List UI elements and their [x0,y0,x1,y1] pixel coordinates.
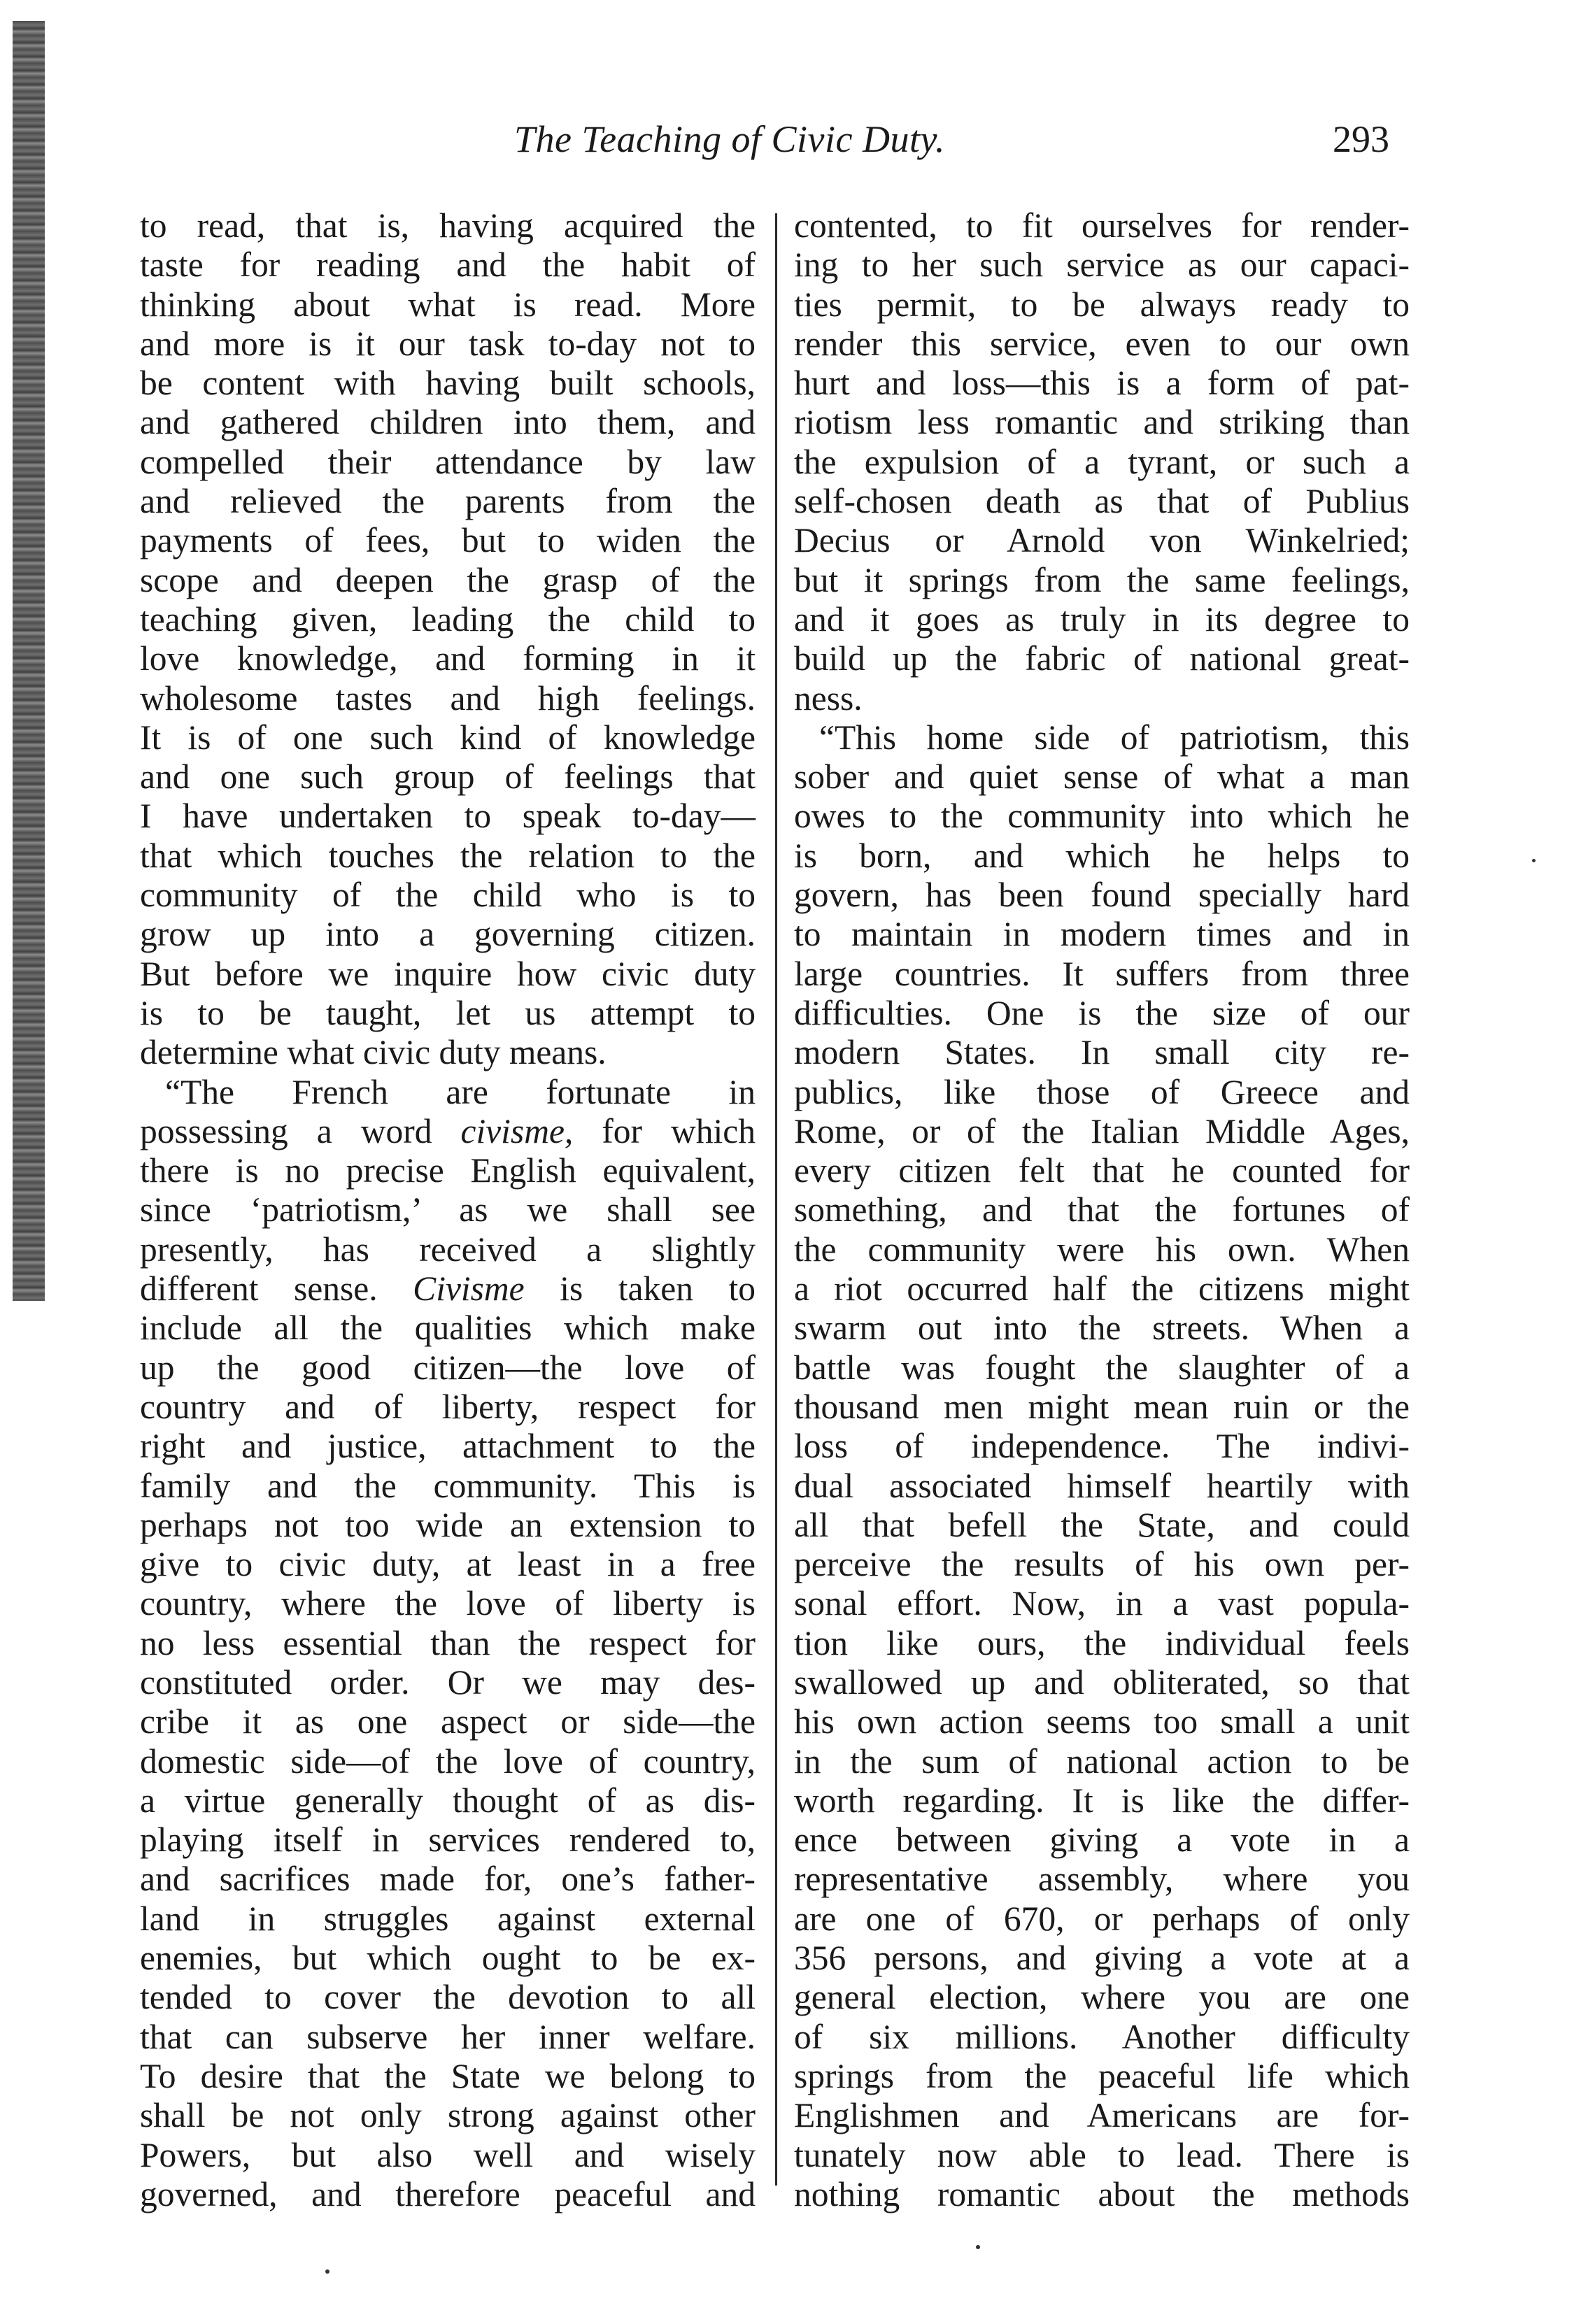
italic-term: civisme, [460,1111,574,1150]
page-number: 293 [1333,118,1389,160]
text-line: is born, and which he helps to [794,836,1410,875]
text-run: for which [573,1111,756,1150]
text-line: “The French are fortunate in [165,1072,756,1111]
text-line: enemies, but which ought to be ex- [140,1939,756,1978]
text-line: right and justice, attachment to the [140,1427,756,1466]
text-line: the community were his own. When [794,1229,1410,1269]
text-line: To desire that the State we belong to [140,2056,756,2095]
text-line: but it springs from the same feelings, [794,560,1410,599]
text-line: self-chosen death as that of Publius [794,482,1410,521]
text-line: love knowledge, and forming in it [140,639,756,678]
text-line: render this service, even to our own [794,324,1410,363]
text-line: family and the community. This is [140,1466,756,1505]
text-line: determine what civic duty means. [140,1033,607,1072]
text-line: playing itself in services rendered to, [140,1820,756,1860]
text-line: scope and deepen the grasp of the [140,560,756,599]
text-line: Decius or Arnold von Winkelried; [794,521,1410,560]
right-text-column [794,206,1410,2214]
text-line: in the sum of national action to be [794,1741,1410,1781]
scanned-binding-edge [13,21,45,1301]
text-line: sonal effort. Now, in a vast popula- [794,1584,1410,1623]
text-line: riotism less romantic and striking than [794,403,1410,442]
text-line: tended to cover the devotion to all [140,1978,756,2017]
text-line: and sacrifices made for, one’s father- [140,1860,756,1899]
text-line: 356 persons, and giving a vote at a [794,1939,1410,1978]
text-line: Powers, but also well and wisely [140,2135,756,2174]
running-head [0,117,1595,173]
text-line: perceive the results of his own per- [794,1545,1410,1584]
text-line: domestic side—of the love of country, [140,1741,756,1781]
text-line: thinking about what is read. More [140,285,756,324]
text-line: taste for reading and the habit of [140,245,756,285]
text-line: ness. [794,678,863,718]
text-line: up the good citizen—the love of [140,1348,756,1387]
text-line: ties permit, to be always ready to [794,285,1410,324]
text-line: battle was fought the slaughter of a [794,1348,1410,1387]
text-line: shall be not only strong against other [140,2096,756,2135]
text-line: include all the qualities which make [140,1309,756,1348]
text-line: govern, has been found specially hard [794,876,1410,915]
text-line: ing to her such service as our capaci- [794,245,1410,285]
text-line: of six millions. Another difficulty [794,2017,1410,2056]
text-line: I have undertaken to speak to-day— [140,797,756,836]
text-line: and gathered children into them, and [140,403,756,442]
text-line: that which touches the relation to the [140,836,756,875]
text-line: grow up into a governing citizen. [140,915,756,954]
text-line: are one of 670, or perhaps of only [794,1899,1410,1938]
text-line: swarm out into the streets. When a [794,1309,1410,1348]
text-line: build up the fabric of national great- [794,639,1410,678]
text-line: a virtue generally thought of as dis- [140,1781,756,1820]
print-speck [1532,859,1536,862]
text-line: land in struggles against external [140,1899,756,1938]
text-line: community of the child who is to [140,876,756,915]
text-line: the expulsion of a tyrant, or such a [794,442,1410,481]
text-line: a riot occurred half the citizens might [794,1269,1410,1309]
text-line: country and of liberty, respect for [140,1387,756,1426]
text-line: springs from the peaceful life which [794,2056,1410,2095]
text-line: “This home side of patriotism, this [819,718,1410,757]
text-line: large countries. It suffers from three [794,954,1410,993]
text-line: to maintain in modern times and in [794,915,1410,954]
text-line: swallowed up and obliterated, so that [794,1662,1410,1702]
text-run: possessing a word [140,1111,461,1150]
running-title: The Teaching of Civic Duty. [514,118,945,160]
text-line: contented, to fit ourselves for render- [794,206,1410,245]
text-line: is to be taught, let us attempt to [140,993,756,1032]
column-divider [775,213,777,2186]
text-line: every citizen felt that he counted for [794,1151,1410,1190]
text-line: ence between giving a vote in a [794,1820,1410,1860]
text-line: since ‘patriotism,’ as we shall see [140,1190,756,1229]
text-line: country, where the love of liberty is [140,1584,756,1623]
text-line: presently, has received a slightly [140,1229,756,1269]
text-line: constituted order. Or we may des- [140,1662,756,1702]
text-line [140,1112,756,1151]
text-line: to read, that is, having acquired the [140,206,756,245]
text-line: compelled their attendance by law [140,442,756,481]
text-line: publics, like those of Greece and [794,1072,1410,1111]
text-line: Englishmen and Americans are for- [794,2096,1410,2135]
text-line: It is of one such kind of knowledge [140,718,756,757]
text-line: and it goes as truly in its degree to [794,599,1410,639]
text-line: something, and that the fortunes of [794,1190,1410,1229]
text-line: governed, and therefore peaceful and [140,2174,756,2213]
text-line: give to civic duty, at least in a free [140,1545,756,1584]
text-line: representative assembly, where you [794,1860,1410,1899]
text-line: perhaps not too wide an extension to [140,1505,756,1544]
text-line: sober and quiet sense of what a man [794,757,1410,797]
text-line: payments of fees, but to widen the [140,521,756,560]
text-line: dual associated himself heartily with [794,1466,1410,1505]
text-line: there is no precise English equivalent, [140,1151,756,1190]
text-line: and one such group of feelings that [140,757,756,797]
text-line: his own action seems too small a unit [794,1702,1410,1741]
text-line: worth regarding. It is like the differ- [794,1781,1410,1820]
text-line: owes to the community into which he [794,797,1410,836]
left-text-column [140,206,756,2214]
text-run: different sense. [140,1269,413,1309]
text-line: modern States. In small city re- [794,1033,1410,1072]
print-speck [976,2245,980,2249]
text-line: tunately now able to lead. There is [794,2135,1410,2174]
text-line [140,1269,756,1309]
text-line: thousand men might mean ruin or the [794,1387,1410,1426]
text-line: general election, where you are one [794,1978,1410,2017]
text-line: cribe it as one aspect or side—the [140,1702,756,1741]
text-line: be content with having built schools, [140,364,756,403]
text-line: and more is it our task to-day not to [140,324,756,363]
text-line: wholesome tastes and high feelings. [140,678,756,718]
italic-term: Civisme [413,1269,525,1309]
text-line: and relieved the parents from the [140,482,756,521]
print-speck [325,2269,329,2274]
text-run: is taken to [524,1269,756,1309]
text-line: that can subserve her inner welfare. [140,2017,756,2056]
text-line: loss of independence. The indivi- [794,1427,1410,1466]
text-line: hurt and loss—this is a form of pat- [794,364,1410,403]
text-line: difficulties. One is the size of our [794,993,1410,1032]
text-line: tion like ours, the individual feels [794,1623,1410,1662]
text-line: all that befell the State, and could [794,1505,1410,1544]
text-line: But before we inquire how civic duty [140,954,756,993]
text-line: nothing romantic about the methods [794,2174,1410,2213]
text-line: Rome, or of the Italian Middle Ages, [794,1111,1410,1150]
text-line: no less essential than the respect for [140,1623,756,1662]
text-line: teaching given, leading the child to [140,599,756,639]
